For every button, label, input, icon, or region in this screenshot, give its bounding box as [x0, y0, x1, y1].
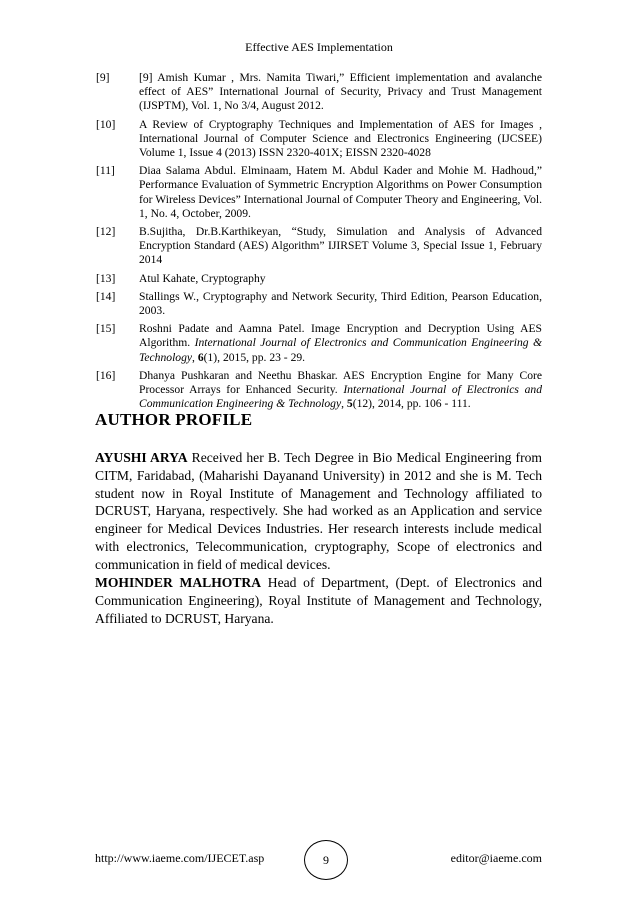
- reference-segment: Diaa Salama Abdul. Elminaam, Hatem M. Abdul Kader and Mohie M. Hadhoud,” Performance Evaluation of Symmetric Encryption Algorithms on Power Consumption for Wireless Devices” International Journal of Computer Theory and Engineering, Vol. 1, No. 4, October, 2009.: [139, 164, 542, 220]
- author-name: AYUSHI ARYA: [95, 450, 188, 465]
- author-bio-2: [95, 574, 542, 627]
- reference-item: [95, 290, 542, 318]
- reference-number: [11]: [96, 164, 115, 178]
- reference-text: [139, 118, 542, 161]
- reference-segment: Dhanya Pushkaran and Neethu Bhaskar. AES Encryption Engine for Many Core Processor Arrays for Enhanced Security.: [139, 368, 542, 397]
- running-header: Effective AES Implementation: [245, 40, 393, 54]
- reference-item: [95, 225, 542, 268]
- reference-text: [139, 272, 542, 286]
- reference-text: [139, 369, 542, 412]
- reference-segment: ,: [341, 397, 347, 411]
- reference-number: [15]: [96, 322, 116, 336]
- reference-volume: 6: [197, 350, 204, 364]
- author-bio-text: Head of Department, (Dept. of Electronics and Communication Engineering), Royal Institute of Management and Technology, Affiliated to DCRUST, Haryana.: [95, 575, 542, 626]
- reference-volume: 5: [346, 397, 353, 411]
- reference-number: [14]: [96, 289, 116, 303]
- reference-segment: ,: [192, 350, 198, 364]
- reference-item: [95, 322, 542, 365]
- reference-segment: A Review of Cryptography Techniques and Implementation of AES for Images , International Journal of Computer Science and Electronics Engineering (IJCSEE) Volume 1, Issue 4 (2013) ISSN 2320-401X; EISSN 2320-4028: [139, 117, 542, 160]
- reference-segment: Roshni Padate and Aamna Patel. Image Encryption and Decryption Using AES Algorithm.: [139, 322, 542, 350]
- journal-url-link[interactable]: http://www.iaeme.com/IJECET.asp: [95, 851, 265, 865]
- reference-segment: B.Sujitha, Dr.B.Karthikeyan, “Study, Simulation and Analysis of Advanced Encryption Standard (AES) Algorithm” IJIRSET Volume 3, Special Issue 1, February 2014: [139, 225, 542, 267]
- reference-number: [10]: [96, 117, 116, 131]
- reference-item: [95, 272, 542, 286]
- reference-segment: (12), 2014, pp. 106 - 111.: [352, 397, 471, 411]
- page-number: 9: [304, 840, 348, 880]
- reference-text: [139, 225, 542, 268]
- reference-number: [12]: [96, 225, 116, 239]
- reference-text: [139, 164, 542, 221]
- reference-text: [139, 290, 542, 318]
- reference-item: [95, 369, 542, 412]
- reference-number: [13]: [96, 271, 116, 285]
- reference-journal-title: International Journal of Electronics and Communication Engineering & Technology: [139, 383, 542, 411]
- reference-list: [95, 71, 542, 415]
- reference-item: [95, 164, 542, 221]
- reference-segment: (1), 2015, pp. 23 - 29.: [203, 350, 306, 364]
- reference-item: [95, 118, 542, 161]
- reference-segment: Atul Kahate, Cryptography: [139, 271, 266, 285]
- reference-segment: [9] Amish Kumar , Mrs. Namita Tiwari,” Efficient implementation and avalanche effect of AES” International Journal of Security, Privacy and Trust Management (IJSPTM), Vol. 1, No 3/4, August 2012.: [139, 71, 542, 113]
- reference-number: [9]: [96, 71, 110, 84]
- author-profile-heading: AUTHOR PROFILE: [95, 410, 253, 429]
- reference-text: [139, 322, 542, 365]
- reference-segment: Stallings W., Cryptography and Network Security, Third Edition, Pearson Education, 2003.: [139, 289, 542, 318]
- reference-journal-title: International Journal of Electronics and Communication Engineering & Technology: [139, 336, 542, 364]
- reference-number: [16]: [96, 368, 116, 382]
- author-bio-1: [95, 449, 542, 574]
- reference-item: [95, 71, 542, 114]
- editor-email-link[interactable]: editor@iaeme.com: [450, 851, 542, 865]
- page-footer: [95, 845, 542, 875]
- author-name: MOHINDER MALHOTRA: [95, 575, 262, 590]
- author-bio-text: Received her B. Tech Degree in Bio Medical Engineering from CITM, Faridabad, (Maharishi Dayanand University) in 2012 and she is M. Tech student now in Royal Institute of Management and Technology affiliated to DCRUST, Haryana, respectively. She had worked as an Application and service engineer for Medical Devices Industries. Her research interests include medical with electronics, Telecommunication, cryptography, Scope of electronics and communication in field of medical devices.: [95, 450, 542, 572]
- reference-text: [139, 71, 542, 114]
